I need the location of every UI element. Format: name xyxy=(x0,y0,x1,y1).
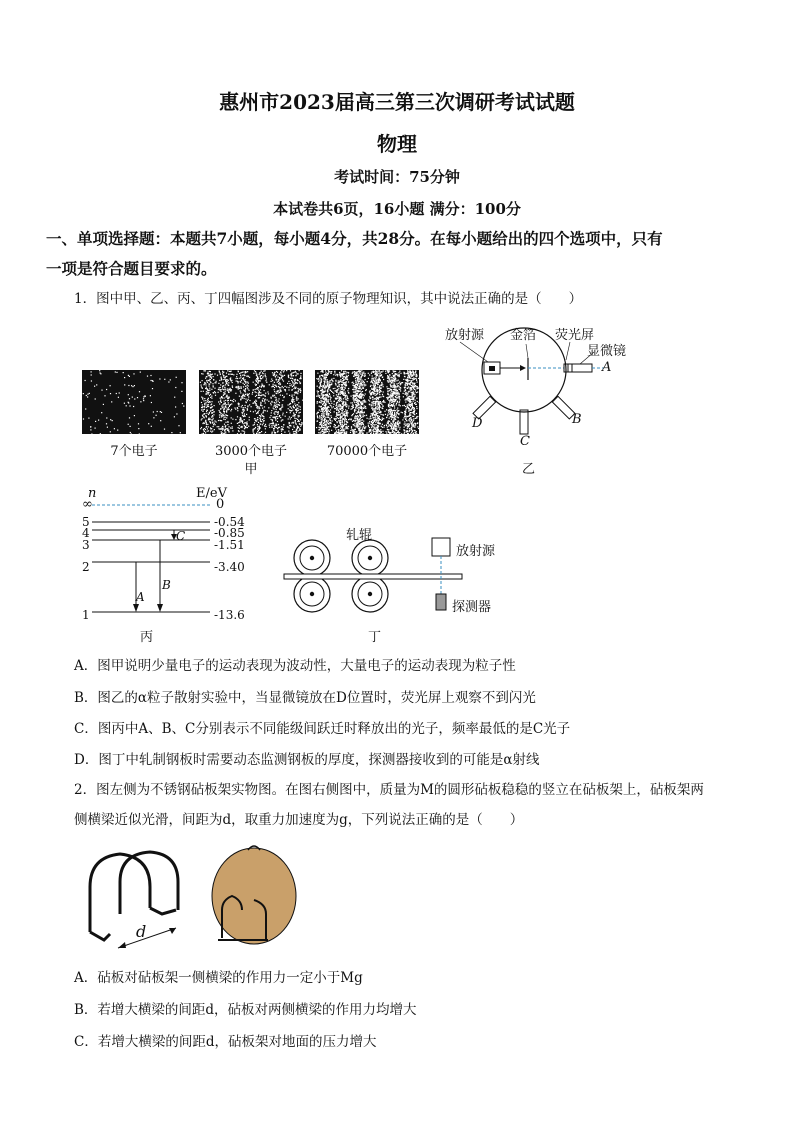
label-microscope: 显微镜 xyxy=(587,344,627,359)
level-n-2: 2 xyxy=(82,560,90,574)
level-n-inf: ∞ xyxy=(82,497,93,512)
q2-stem-line1: 2．图左侧为不锈钢砧板架实物图。在图右侧图中，质量为M的圆形砧板稳稳的竖立在砧板架上，砧板架两 xyxy=(74,782,704,798)
exam-info: 本试卷共6页，16小题 满分：100分 xyxy=(273,200,521,218)
label-source: 放射源 xyxy=(445,328,485,343)
fig-yi-label: 乙 xyxy=(522,462,536,477)
fig-ding-label: 丁 xyxy=(368,630,382,645)
exam-title: 惠州市2023届高三第三次调研考试试题 xyxy=(219,90,575,114)
label-C: C xyxy=(520,434,530,449)
label-d: d xyxy=(136,922,147,941)
level-n-3: 3 xyxy=(82,538,90,552)
level-e-inf: 0 xyxy=(216,497,225,512)
level-e-2: -3.40 xyxy=(214,560,245,574)
q2-option-c: C．若增大横梁的间距d，砧板架对地面的压力增大 xyxy=(74,1034,377,1050)
label-A: A xyxy=(602,360,612,375)
fig-cutting-board-rack xyxy=(80,842,310,954)
level-n-4: 4 xyxy=(82,526,90,540)
section-heading-line1: 一、单项选择题：本题共7小题，每小题4分，共28分。在每小题给出的四个选项中，只有 xyxy=(46,229,663,248)
q1-stem: 1．图中甲、乙、丙、丁四幅图涉及不同的原子物理知识，其中说法正确的是（ ） xyxy=(74,291,583,307)
level-e-4: -0.85 xyxy=(214,526,245,540)
q2-option-a: A．砧板对砧板架一侧横梁的作用力一定小于Mg xyxy=(74,970,363,986)
level-n-5: 5 xyxy=(82,515,90,529)
label-screen: 荧光屏 xyxy=(555,328,595,343)
subject-title: 物理 xyxy=(377,132,417,156)
fig-yi xyxy=(440,322,660,477)
q2-option-b: B．若增大横梁的间距d，砧板对两侧横梁的作用力均增大 xyxy=(74,1002,417,1018)
q1-option-d: D．图丁中轧制钢板时需要动态监测钢板的厚度，探测器接收到的可能是α射线 xyxy=(74,752,540,768)
label-roller: 轧辊 xyxy=(346,528,373,543)
level-e-5: -0.54 xyxy=(214,515,245,529)
q2-stem-line2: 侧横梁近似光滑，间距为d，取重力加速度为g，下列说法正确的是（ ） xyxy=(74,812,524,828)
level-n-1: 1 xyxy=(82,608,90,622)
transition-A: A xyxy=(136,590,145,604)
caption-3000-electrons: 3000个电子 xyxy=(214,444,288,459)
caption-70000-electrons: 70000个电子 xyxy=(326,444,408,459)
label-D: D xyxy=(472,416,483,431)
fig-ding xyxy=(280,524,520,648)
q1-option-c: C．图丙中A、B、C分别表示不同能级间跃迁时释放出的光子，频率最低的是C光子 xyxy=(74,721,571,737)
noise-7-electrons xyxy=(82,370,186,434)
noise-3000-electrons xyxy=(199,370,303,434)
fig-bing xyxy=(78,484,268,644)
label-foil: 金箔 xyxy=(510,328,537,343)
exam-time: 考试时间：75分钟 xyxy=(334,168,460,186)
section-heading-line2: 一项是符合题目要求的。 xyxy=(46,259,217,278)
caption-7-electrons: 7个电子 xyxy=(110,444,158,459)
fig-jia xyxy=(82,370,432,480)
label-n: n xyxy=(88,486,97,501)
noise-70000-electrons xyxy=(315,370,419,434)
label-B: B xyxy=(572,412,582,427)
transition-C: C xyxy=(176,529,186,543)
q1-option-a: A．图甲说明少量电子的运动表现为波动性，大量电子的运动表现为粒子性 xyxy=(74,658,516,674)
label-detector: 探测器 xyxy=(452,600,492,615)
fig-bing-label: 丙 xyxy=(140,630,154,645)
level-e-3: -1.51 xyxy=(214,538,245,552)
label-ding-source: 放射源 xyxy=(456,544,496,559)
q1-option-b: B．图乙的α粒子散射实验中，当显微镜放在D位置时，荧光屏上观察不到闪光 xyxy=(74,690,536,706)
label-e-ev: E/eV xyxy=(196,486,227,501)
level-e-1: -13.6 xyxy=(214,608,245,622)
transition-B: B xyxy=(162,578,171,592)
fig-jia-label: 甲 xyxy=(244,462,258,477)
